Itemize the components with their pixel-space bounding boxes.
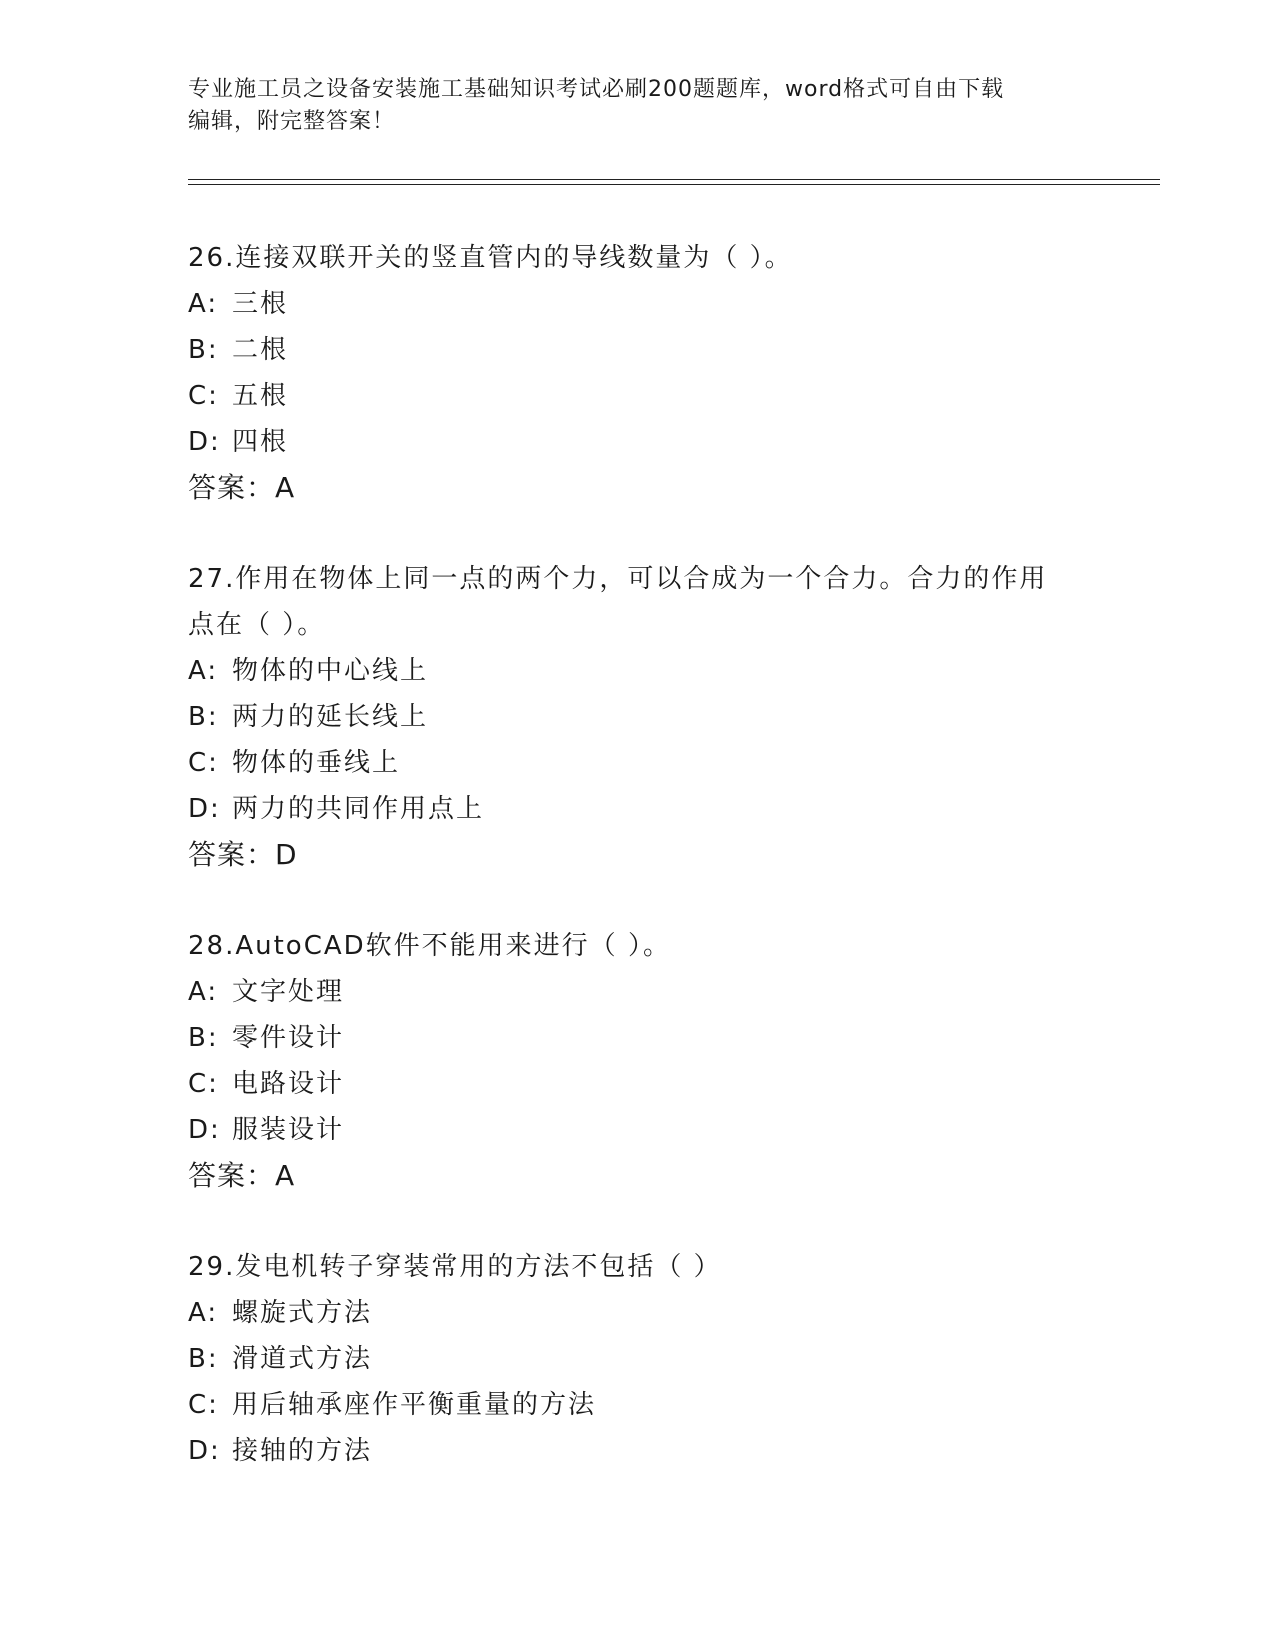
option-text: 物体的垂线上 — [232, 748, 401, 778]
option-d — [188, 1107, 1088, 1153]
option-a — [188, 648, 1088, 694]
option-b — [188, 1336, 1088, 1382]
answer-line: 答案：A — [188, 1159, 296, 1192]
option-letter: D: — [188, 427, 221, 457]
option-text: 两力的共同作用点上 — [232, 794, 485, 824]
question-stem — [188, 235, 1088, 281]
option-letter: B: — [188, 702, 219, 732]
option-letter: D: — [188, 794, 221, 824]
option-text: 五根 — [232, 381, 289, 411]
option-d — [188, 1428, 1088, 1474]
option-text: 电路设计 — [232, 1069, 345, 1099]
option-letter: C: — [188, 1069, 219, 1099]
option-letter: D: — [188, 1115, 221, 1145]
answer-line: 答案：D — [188, 838, 298, 871]
header-divider-bottom — [188, 184, 1160, 185]
question-27 — [188, 556, 1088, 878]
question-26 — [188, 235, 1088, 511]
option-text: 文字处理 — [232, 977, 345, 1007]
question-stem-line: 26.连接双联开关的竖直管内的导线数量为（ ）。 — [188, 243, 793, 273]
option-letter: B: — [188, 1344, 219, 1374]
option-a — [188, 1290, 1088, 1336]
question-28 — [188, 923, 1088, 1199]
option-text: 四根 — [232, 427, 289, 457]
option-c — [188, 373, 1088, 419]
question-stem — [188, 556, 1088, 648]
option-c — [188, 1382, 1088, 1428]
option-letter: C: — [188, 381, 219, 411]
header-line-1: 专业施工员之设备安装施工基础知识考试必刷200题题库，word格式可自由下载 — [188, 77, 1005, 102]
question-29 — [188, 1244, 1088, 1474]
option-letter: B: — [188, 335, 219, 365]
option-text: 三根 — [232, 289, 289, 319]
header-divider-top — [188, 179, 1160, 180]
option-letter: A: — [188, 656, 219, 686]
question-stem-line: 点在（ ）。 — [188, 610, 326, 640]
question-stem-line: 28.AutoCAD软件不能用来进行（ ）。 — [188, 931, 671, 961]
option-text: 物体的中心线上 — [232, 656, 429, 686]
question-stem — [188, 923, 1088, 969]
option-text: 用后轴承座作平衡重量的方法 — [232, 1390, 597, 1420]
option-letter: B: — [188, 1023, 219, 1053]
header-line-2: 编辑，附完整答案！ — [188, 109, 396, 134]
option-letter: A: — [188, 289, 219, 319]
option-letter: D: — [188, 1436, 221, 1466]
option-a — [188, 969, 1088, 1015]
question-stem — [188, 1244, 1088, 1290]
option-text: 接轴的方法 — [232, 1436, 373, 1466]
option-a — [188, 281, 1088, 327]
option-text: 服装设计 — [232, 1115, 345, 1145]
option-c — [188, 1061, 1088, 1107]
answer-line: 答案：A — [188, 471, 296, 504]
option-text: 滑道式方法 — [232, 1344, 373, 1374]
question-stem-line: 29.发电机转子穿装常用的方法不包括（ ） — [188, 1252, 722, 1282]
option-d — [188, 786, 1088, 832]
option-b — [188, 327, 1088, 373]
option-text: 二根 — [232, 335, 289, 365]
option-text: 零件设计 — [232, 1023, 345, 1053]
option-text: 螺旋式方法 — [232, 1298, 373, 1328]
option-letter: A: — [188, 977, 219, 1007]
option-b — [188, 1015, 1088, 1061]
option-c — [188, 740, 1088, 786]
option-letter: C: — [188, 748, 219, 778]
option-letter: C: — [188, 1390, 219, 1420]
option-d — [188, 419, 1088, 465]
document-header — [188, 74, 1068, 138]
question-stem-line: 27.作用在物体上同一点的两个力，可以合成为一个合力。合力的作用 — [188, 564, 1048, 594]
option-letter: A: — [188, 1298, 219, 1328]
option-b — [188, 694, 1088, 740]
option-text: 两力的延长线上 — [232, 702, 429, 732]
